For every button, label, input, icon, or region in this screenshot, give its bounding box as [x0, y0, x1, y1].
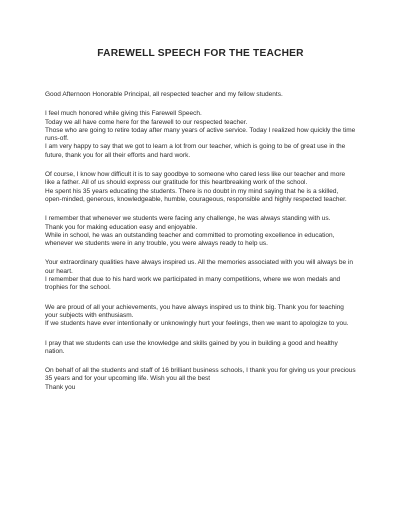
- speech-line: Those who are going to retire today after many years of active service. Today I realized how quickly the time runs-off.: [45, 126, 356, 143]
- speech-paragraph: [45, 171, 356, 204]
- speech-paragraph: [45, 110, 356, 160]
- speech-line: I remember that due to his hard work we participated in many competitions, where we won medals and trophies for the school.: [45, 276, 341, 292]
- salutation: Good Afternoon Honorable Principal, all respected teacher and my fellow students.: [45, 91, 283, 98]
- speech-line: I feel much honored while giving this Farewell Speech.: [45, 110, 202, 118]
- speech-line: I pray that we students can use the knowledge and skills gained by you in building a good and healthy nation.: [45, 339, 338, 355]
- speech-paragraph: [45, 215, 356, 248]
- speech-line: Thank you: [45, 383, 76, 391]
- speech-line: While in school, he was an outstanding teacher and committed to promoting excellence in education, whenever we students were in any trouble, you were always ready to help us.: [45, 231, 335, 248]
- speech-line: On behalf of all the students and staff of 16 brilliant business schools, I thank you for giving us your precious 35 years and for your upcoming life. Wish you all the best: [45, 367, 356, 383]
- speech-paragraph: [45, 340, 356, 357]
- speech-line: If we students have ever intentionally or unknowingly hurt your feelings, then we want to apologize to you.: [45, 320, 349, 328]
- speech-line: Your extraordinary qualities have always inspired us. All the memories associated with you will always be in our heart.: [45, 259, 353, 275]
- speech-paragraph: [45, 259, 356, 292]
- speech-line: Of course, I know how difficult it is to say goodbye to someone who cared less like our teacher and more like a father. All of us should express our gratitude for this heartbreaking work of the school.: [45, 171, 346, 187]
- speech-line: Today we all have come here for the farewell to our respected teacher.: [45, 118, 248, 126]
- speech-line: Thank you for making education easy and enjoyable.: [45, 223, 198, 231]
- speech-line: I remember that whenever we students were facing any challenge, he was always standing with us.: [45, 215, 331, 223]
- speech-body: [45, 110, 356, 392]
- speech-paragraph: [45, 367, 356, 392]
- speech-paragraph: [45, 304, 356, 329]
- speech-line: He spent his 35 years educating the students. There is no doubt in my mind saying that he is a skilled, open-minded, generous, knowledgeable, humble, courageous, responsible and highly respected teacher.: [45, 187, 347, 203]
- document-title: FAREWELL SPEECH FOR THE TEACHER: [97, 48, 304, 59]
- speech-line: We are proud of all your achievements, you have always inspired us to think big. Thank you for teaching your subjects with enthusiasm.: [45, 303, 344, 319]
- speech-line: I am very happy to say that we got to learn a lot from our teacher, which is going to be of great use in the future, thank you for all their efforts and hard work.: [45, 143, 346, 159]
